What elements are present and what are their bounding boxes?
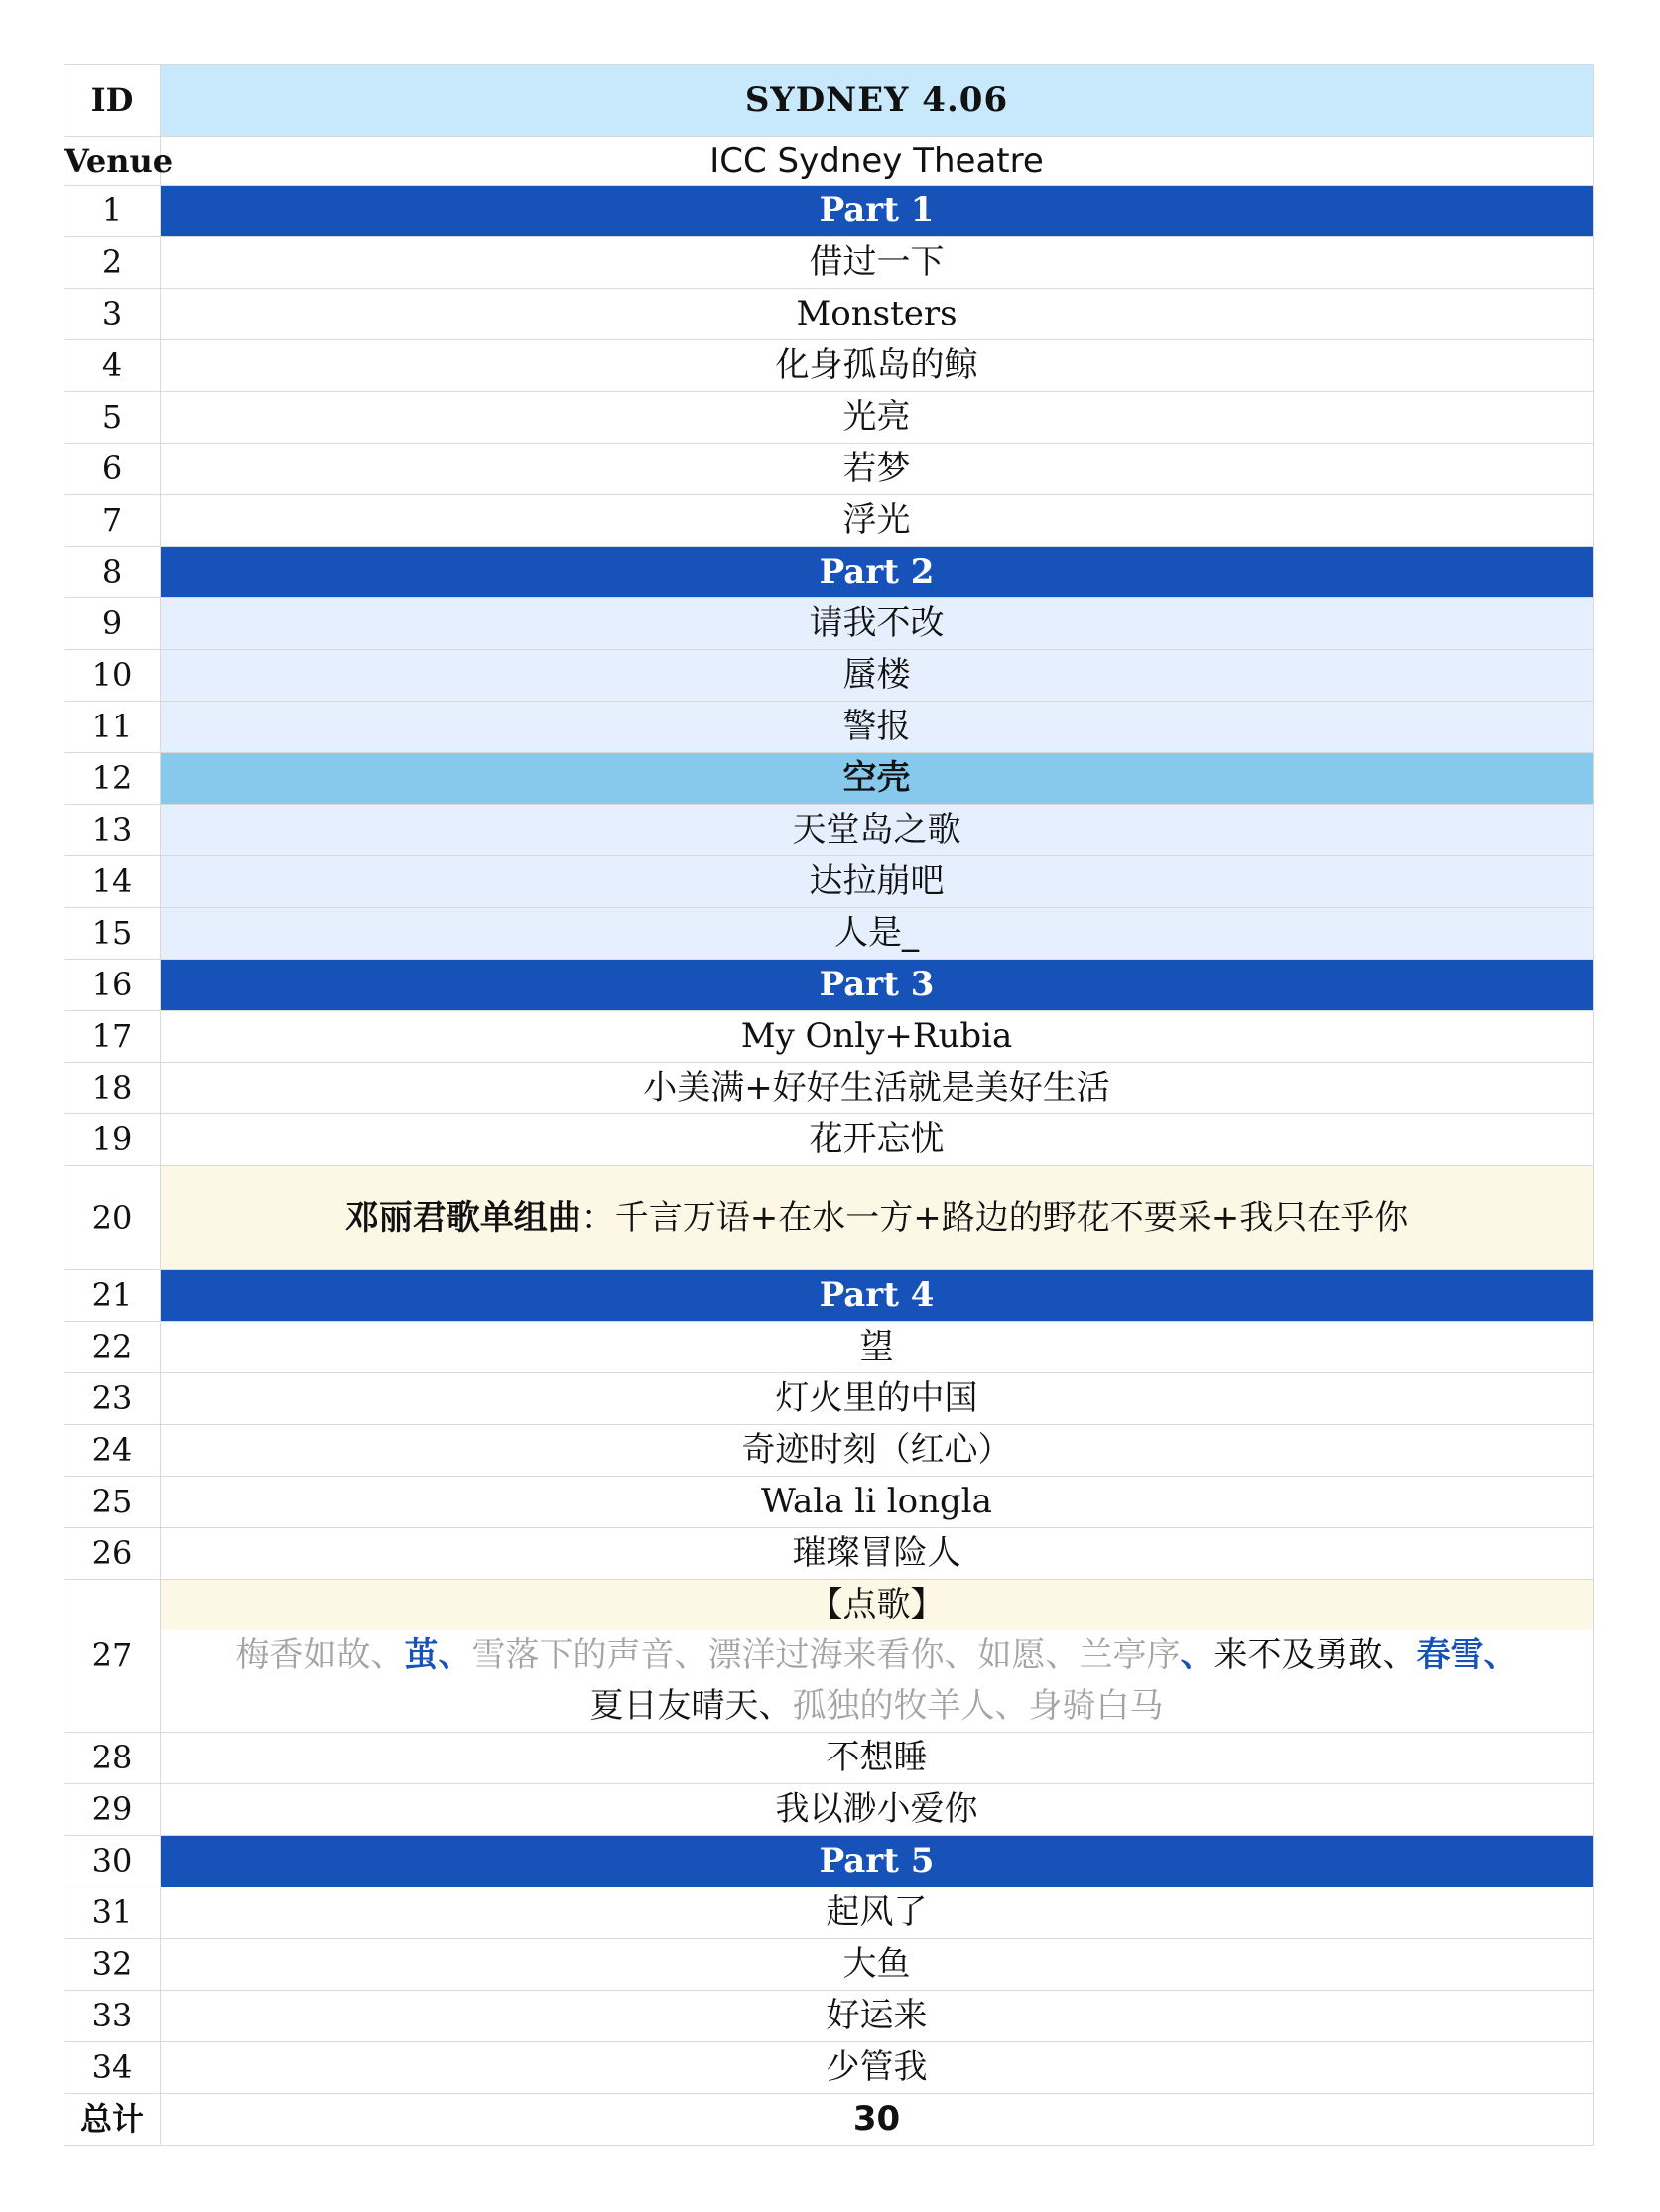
row-id: 9 — [64, 598, 161, 650]
row-id: 28 — [64, 1733, 161, 1784]
song-title: 灯火里的中国 — [161, 1373, 1594, 1425]
song-title: 天堂岛之歌 — [161, 805, 1594, 856]
row-id: 33 — [64, 1991, 161, 2042]
row-id: 29 — [64, 1784, 161, 1836]
row-id: 4 — [64, 340, 161, 392]
part-header: Part 1 — [161, 186, 1594, 237]
song-title: 奇迹时刻（红心） — [161, 1425, 1594, 1477]
total-count: 30 — [161, 2094, 1594, 2146]
song-title: 我以渺小爱你 — [161, 1784, 1594, 1836]
song-title: 若梦 — [161, 444, 1594, 495]
part-header: Part 3 — [161, 960, 1594, 1011]
row-id: 15 — [64, 908, 161, 960]
song-request-header: 【点歌】 — [161, 1580, 1593, 1630]
setlist-body — [64, 65, 1594, 2146]
table-row — [64, 1063, 1594, 1114]
table-row — [64, 1939, 1594, 1991]
song-request-segment: 梅香如故、 — [235, 1635, 405, 1675]
venue-row — [64, 137, 1594, 186]
row-id: 5 — [64, 392, 161, 444]
song-title: 望 — [161, 1322, 1594, 1373]
table-row — [64, 1580, 1594, 1733]
row-id: 23 — [64, 1373, 161, 1425]
venue-name: ICC Sydney Theatre — [161, 137, 1594, 186]
song-request-segment: 来不及勇敢、 — [1213, 1635, 1417, 1675]
row-id: 11 — [64, 702, 161, 753]
song-title: 警报 — [161, 702, 1594, 753]
concert-title: SYDNEY 4.06 — [161, 65, 1594, 137]
row-id: 2 — [64, 237, 161, 289]
row-id: 21 — [64, 1270, 161, 1322]
medley-label: 邓丽君歌单组曲 — [344, 1197, 581, 1237]
row-id: 30 — [64, 1836, 161, 1887]
table-row — [64, 1836, 1594, 1887]
row-id: 22 — [64, 1322, 161, 1373]
table-row — [64, 702, 1594, 753]
table-row — [64, 1887, 1594, 1939]
setlist-table — [64, 64, 1594, 2146]
table-row — [64, 753, 1594, 805]
song-request-segment: 夏日友晴天、 — [589, 1686, 793, 1726]
song-title: 璀璨冒险人 — [161, 1528, 1594, 1580]
song-title: 蜃楼 — [161, 650, 1594, 702]
row-id: 7 — [64, 495, 161, 547]
row-id: 32 — [64, 1939, 161, 1991]
song-title: My Only+Rubia — [161, 1011, 1594, 1063]
row-id: 20 — [64, 1166, 161, 1270]
table-row — [64, 1733, 1594, 1784]
row-id: 12 — [64, 753, 161, 805]
song-request-segment: 茧、 — [404, 1635, 472, 1675]
medley-songs: ：千言万语+在水一方+路边的野花不要采+我只在乎你 — [580, 1197, 1409, 1237]
song-request-segment: 雪落下的声音、漂洋过海来看你、如愿、兰亭序 — [471, 1635, 1181, 1675]
row-id: 27 — [64, 1580, 161, 1733]
row-id: 13 — [64, 805, 161, 856]
table-row — [64, 495, 1594, 547]
song-request-segment: 、 — [1180, 1635, 1214, 1675]
song-request-box — [161, 1580, 1593, 1732]
total-row — [64, 2094, 1594, 2146]
song-title: 花开忘忧 — [161, 1114, 1594, 1166]
table-row — [64, 444, 1594, 495]
song-title: 少管我 — [161, 2042, 1594, 2094]
medley-cell — [161, 1166, 1594, 1270]
table-row — [64, 186, 1594, 237]
table-row — [64, 1114, 1594, 1166]
id-header: ID — [64, 65, 161, 137]
table-row — [64, 1373, 1594, 1425]
song-title: 好运来 — [161, 1991, 1594, 2042]
song-request-segment: 孤独的牧羊人、身骑白马 — [792, 1686, 1164, 1726]
row-id: 18 — [64, 1063, 161, 1114]
row-id: 26 — [64, 1528, 161, 1580]
song-title: 达拉崩吧 — [161, 856, 1594, 908]
row-id: 10 — [64, 650, 161, 702]
song-request-line — [161, 1681, 1593, 1732]
table-row — [64, 1991, 1594, 2042]
venue-label: Venue — [64, 137, 161, 186]
table-row — [64, 392, 1594, 444]
row-id: 3 — [64, 289, 161, 340]
table-row — [64, 289, 1594, 340]
row-id: 34 — [64, 2042, 161, 2094]
table-row — [64, 960, 1594, 1011]
part-header: Part 5 — [161, 1836, 1594, 1887]
table-row — [64, 650, 1594, 702]
table-row — [64, 1784, 1594, 1836]
row-id: 8 — [64, 547, 161, 598]
table-row — [64, 2042, 1594, 2094]
table-row — [64, 1270, 1594, 1322]
song-title: 小美满+好好生活就是美好生活 — [161, 1063, 1594, 1114]
row-id: 16 — [64, 960, 161, 1011]
table-row — [64, 908, 1594, 960]
row-id: 6 — [64, 444, 161, 495]
song-request-segment: 春雪、 — [1416, 1635, 1518, 1675]
song-title: 化身孤岛的鲸 — [161, 340, 1594, 392]
table-row — [64, 1011, 1594, 1063]
table-row — [64, 340, 1594, 392]
table-row — [64, 1322, 1594, 1373]
song-title: 浮光 — [161, 495, 1594, 547]
table-row — [64, 805, 1594, 856]
part-header: Part 2 — [161, 547, 1594, 598]
row-id: 14 — [64, 856, 161, 908]
table-row — [64, 1477, 1594, 1528]
title-row — [64, 65, 1594, 137]
part-header: Part 4 — [161, 1270, 1594, 1322]
row-id: 19 — [64, 1114, 161, 1166]
table-row — [64, 598, 1594, 650]
song-title: 起风了 — [161, 1887, 1594, 1939]
song-title: 大鱼 — [161, 1939, 1594, 1991]
table-row — [64, 856, 1594, 908]
table-row — [64, 1166, 1594, 1270]
song-title: 借过一下 — [161, 237, 1594, 289]
row-id: 31 — [64, 1887, 161, 1939]
song-request-line — [161, 1630, 1593, 1681]
song-title: 光亮 — [161, 392, 1594, 444]
song-request-cell — [161, 1580, 1594, 1733]
table-row — [64, 1425, 1594, 1477]
song-title: 请我不改 — [161, 598, 1594, 650]
song-title: 不想睡 — [161, 1733, 1594, 1784]
song-title: 人是_ — [161, 908, 1594, 960]
total-label: 总计 — [64, 2094, 161, 2146]
row-id: 25 — [64, 1477, 161, 1528]
table-row — [64, 1528, 1594, 1580]
row-id: 1 — [64, 186, 161, 237]
table-row — [64, 237, 1594, 289]
song-title: Wala li longla — [161, 1477, 1594, 1528]
row-id: 17 — [64, 1011, 161, 1063]
row-id: 24 — [64, 1425, 161, 1477]
song-title: Monsters — [161, 289, 1594, 340]
highlighted-song: 空壳 — [161, 753, 1594, 805]
table-row — [64, 547, 1594, 598]
